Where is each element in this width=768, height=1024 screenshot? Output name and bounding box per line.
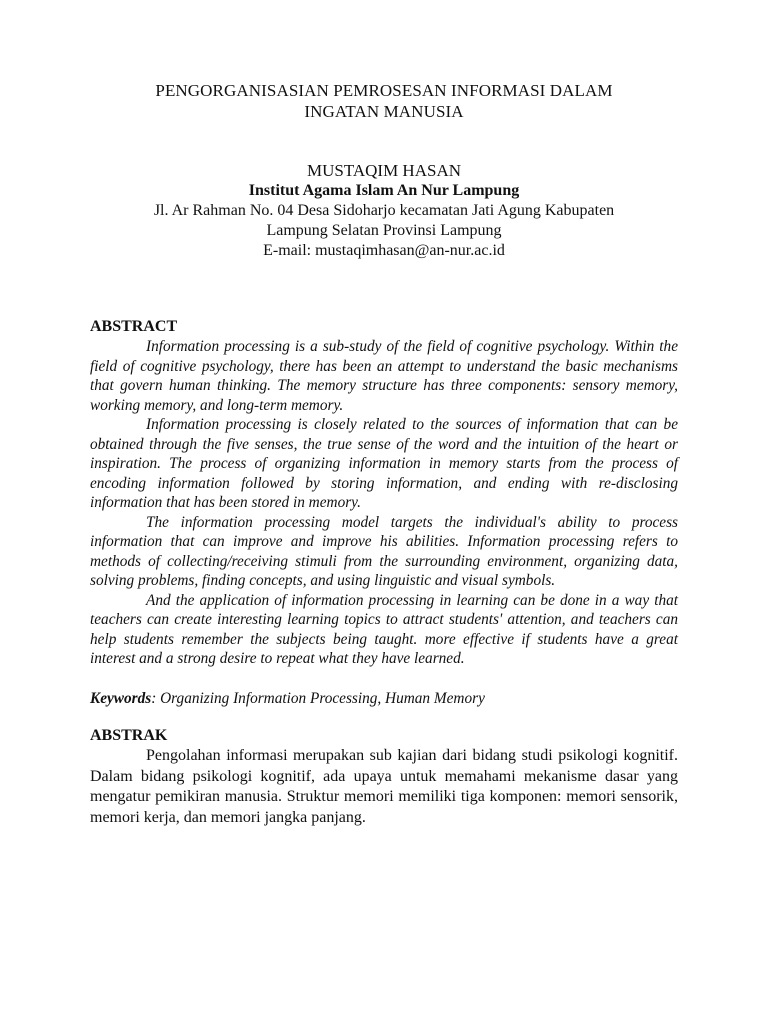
- keywords-label: Keywords: [90, 689, 152, 707]
- abstract-paragraph-4: And the application of information processing in learning can be done in a way that teachers can create interesting learning topics to attract students' attention, and teachers can help students remember the subjects being taught. more effective if students have a great interest and a strong desire to repeat what they have learned.: [90, 591, 678, 667]
- abstract-paragraph-2: Information processing is closely related to the sources of information that can be obtained through the five senses, the true sense of the word and the intuition of the heart or inspiration. The process of organizing information in memory starts from the process of encoding information followed by storing information, and ending with re-disclosing information that has been stored in memory.: [90, 416, 678, 511]
- keywords-line: [90, 689, 678, 709]
- paper-page: [90, 80, 678, 828]
- author-address-line1: Jl. Ar Rahman No. 04 Desa Sidoharjo kecamatan Jati Agung Kabupaten: [153, 202, 615, 219]
- abstract-paragraph-1: Information processing is a sub-study of the field of cognitive psychology. Within the field of cognitive psychology, there has been an attempt to understand the basic mechanisms that govern human thinking. The memory structure has three components: sensory memory, working memory, and long-term memory.: [90, 338, 678, 414]
- author-email: E-mail: mustaqimhasan@an-nur.ac.id: [263, 242, 505, 259]
- abstract-paragraph-3: The information processing model targets the individual's ability to process information that can improve and improve his abilities. Information processing refers to methods of collecting/receiving stimuli from the surrounding environment, organizing data, solving problems, finding concepts, and using linguistic and visual symbols.: [90, 513, 678, 589]
- abstrak-paragraph: Pengolahan informasi merupakan sub kajian dari bidang studi psikologi kognitif. Dalam bidang psikologi kognitif, ada upaya untuk memahami mekanisme dasar yang mengatur pemikiran manusia. Struktur memori memiliki tiga komponen: memori sensorik, memori kerja, dan memori jangka panjang.: [90, 747, 678, 826]
- author-name: MUSTAQIM HASAN: [306, 161, 461, 180]
- author-institution: Institut Agama Islam An Nur Lampung: [248, 182, 520, 199]
- paper-title-line1: PENGORGANISASIAN PEMROSESAN INFORMASI DALAM: [155, 81, 613, 100]
- paper-title-line2: INGATAN MANUSIA: [304, 102, 464, 121]
- paper-title: [90, 80, 678, 122]
- author-address-line2: Lampung Selatan Provinsi Lampung: [266, 222, 502, 239]
- keywords-text: : Organizing Information Processing, Human Memory: [151, 689, 485, 707]
- abstrak-heading: ABSTRAK: [90, 727, 168, 744]
- abstract-heading: ABSTRACT: [90, 318, 178, 335]
